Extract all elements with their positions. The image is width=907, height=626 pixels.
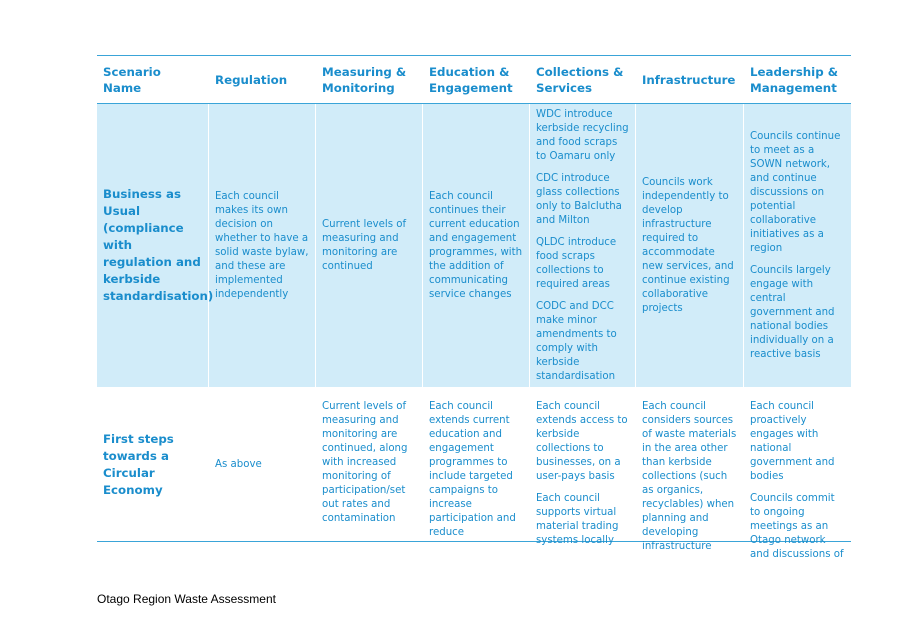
measuring-cell: Current levels of measuring and monitoring are continued [316,104,423,387]
waste-scenarios-table [97,55,851,560]
header-regulation: Regulation [215,72,288,87]
leadership-paragraph: Each council proactively engages with national government and bodies [750,401,835,482]
collections-cell [530,388,636,546]
collections-paragraph: Each council supports virtual material trading systems locally [536,493,619,546]
page-footer: Otago Region Waste Assessment [97,592,276,606]
regulation-cell: Each council makes its own decision on whether to have a solid waste bylaw, and these are implemented independently [209,104,316,387]
leadership-paragraph: Councils continue to meet as a SOWN network, and continue discussions on potential collaborative initiatives as a region [750,130,841,254]
header-leadership-management: Leadership & Management [750,64,839,95]
education-cell: Each council continues their current education and engagement programmes, with the addition of communicating service changes [423,104,530,387]
collections-paragraph: CDC introduce glass collections only to Balclutha and Milton [536,172,622,226]
table-row [97,387,851,560]
leadership-cell [744,104,851,387]
measuring-cell: Current levels of measuring and monitoring are continued, along with increased monitoring of participation/set out rates and contamination [322,401,408,524]
table-row [97,104,851,387]
header-education-engagement: Education & Engagement [429,64,513,95]
header-collections-services: Collections & Services [536,64,624,95]
table-header-row [97,56,851,104]
collections-paragraph: Each council extends access to kerbside collections to businesses, on a user-pays basis [536,401,628,482]
regulation-cell: As above [215,458,262,470]
education-cell: Each council extends current education and engagement programmes to include targeted campaigns to increase participation and reduce [429,401,516,538]
collections-paragraph: QLDC introduce food scraps collections to required areas [536,236,617,290]
collections-paragraph: CODC and DCC make minor amendments to comply with kerbside standardisation [536,300,617,382]
infrastructure-cell: Each council considers sources of waste materials in the area other than kerbside collections (such as organics, recyclables) when planning and developing infrastructure [642,401,737,552]
header-infrastructure: Infrastructure [642,72,736,87]
collections-paragraph: WDC introduce kerbside recycling and food scraps to Oamaru only [536,108,629,162]
leadership-paragraph: Councils largely engage with central government and national bodies individually on a reactive basis [750,264,835,360]
leadership-cell [744,388,851,560]
infrastructure-cell: Councils work independently to develop infrastructure required to accommodate new services, and continue existing collaborative projects [636,104,744,387]
header-measuring-monitoring: Measuring & Monitoring [322,64,407,95]
scenario-name-cell: First steps towards a Circular Economy [103,431,174,497]
collections-cell [530,104,636,387]
leadership-paragraph: Councils commit to ongoing meetings as an Otago network and discussions of [750,493,844,560]
scenario-name-cell: Business as Usual (compliance with regulation and kerbside standardisation) [97,104,209,387]
header-scenario-name: Scenario Name [103,64,161,95]
